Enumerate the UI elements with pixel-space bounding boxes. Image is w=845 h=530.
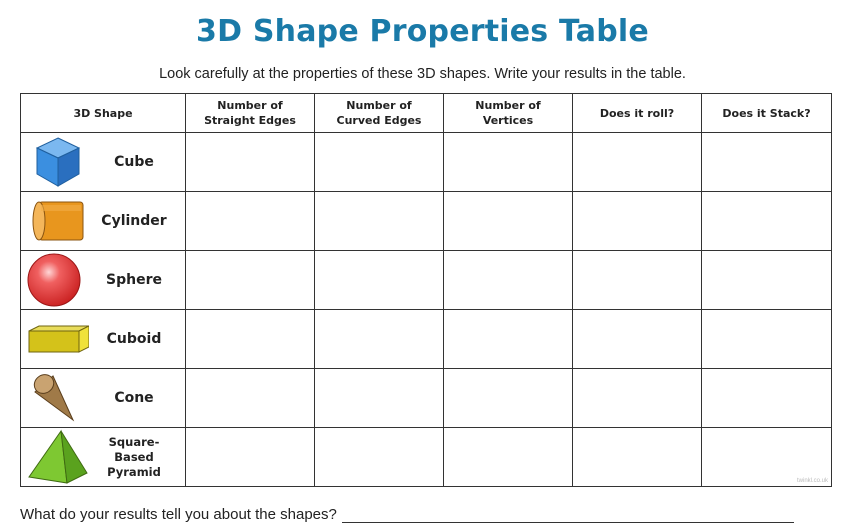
curved-edges-cell[interactable] [315,310,444,369]
properties-table [20,93,832,487]
vertices-cell[interactable] [444,192,573,251]
stacks-cell[interactable] [702,369,832,428]
straight-edges-cell[interactable] [186,369,315,428]
header-stacks [702,94,832,133]
shape-cell [21,369,186,428]
rolls-cell[interactable] [573,133,702,192]
table-row [21,310,832,369]
shape-cell [21,310,186,369]
table-row [21,369,832,428]
watermark: twinkl.co.uk [796,478,828,484]
vertices-cell[interactable] [444,428,573,487]
header-label: Number of Straight Edges [204,99,296,127]
straight-edges-cell[interactable] [186,192,315,251]
shape-name: Cylinder [101,213,167,229]
vertices-cell[interactable] [444,133,573,192]
straight-edges-cell[interactable] [186,428,315,487]
rolls-cell[interactable] [573,192,702,251]
table-row [21,192,832,251]
table-row [21,133,832,192]
cube-icon [27,134,89,190]
shape-name: Square-Based Pyramid [107,434,161,479]
curved-edges-cell[interactable] [315,133,444,192]
header-rolls [573,94,702,133]
shape-name: Cone [114,390,154,406]
curved-edges-cell[interactable] [315,428,444,487]
shape-name: Cuboid [106,331,162,347]
shape-name: Cube [114,154,154,170]
header-label: Does it roll? [599,106,675,120]
sphere-icon [27,252,89,308]
vertices-cell[interactable] [444,369,573,428]
rolls-cell[interactable] [573,251,702,310]
stacks-cell[interactable] [702,428,832,487]
vertices-cell[interactable] [444,310,573,369]
rolls-cell[interactable] [573,428,702,487]
curved-edges-cell[interactable] [315,251,444,310]
header-curved-edges [315,94,444,133]
vertices-cell[interactable] [444,251,573,310]
header-label: Number of Vertices [475,99,541,127]
instruction-text: Look carefully at the properties of these 3D shapes. Write your results in the table. [159,66,686,82]
shape-cell [21,428,186,487]
question-text: What do your results tell you about the shapes? [20,506,337,523]
pyramid-icon [27,429,89,485]
curved-edges-cell[interactable] [315,192,444,251]
rolls-cell[interactable] [573,310,702,369]
cylinder-icon [27,193,89,249]
straight-edges-cell[interactable] [186,133,315,192]
straight-edges-cell[interactable] [186,310,315,369]
shape-cell [21,192,186,251]
shape-name: Sphere [106,272,162,288]
straight-edges-cell[interactable] [186,251,315,310]
shape-cell [21,251,186,310]
curved-edges-cell[interactable] [315,369,444,428]
header-vertices [444,94,573,133]
cuboid-icon [27,311,89,367]
header-label: Number of Curved Edges [336,99,422,127]
stacks-cell[interactable] [702,251,832,310]
answer-line[interactable] [342,507,794,523]
table-row [21,251,832,310]
header-label: Does it Stack? [722,106,811,120]
header-shape [21,94,186,133]
rolls-cell[interactable] [573,369,702,428]
stacks-cell[interactable] [702,192,832,251]
shape-cell [21,133,186,192]
table-row [21,428,832,487]
header-label: 3D Shape [73,106,133,120]
stacks-cell[interactable] [702,133,832,192]
stacks-cell[interactable] [702,310,832,369]
reflection-question [20,506,794,523]
page-title: 3D Shape Properties Table [196,14,649,49]
cone-icon [27,370,89,426]
header-straight-edges [186,94,315,133]
header-row [21,94,832,133]
